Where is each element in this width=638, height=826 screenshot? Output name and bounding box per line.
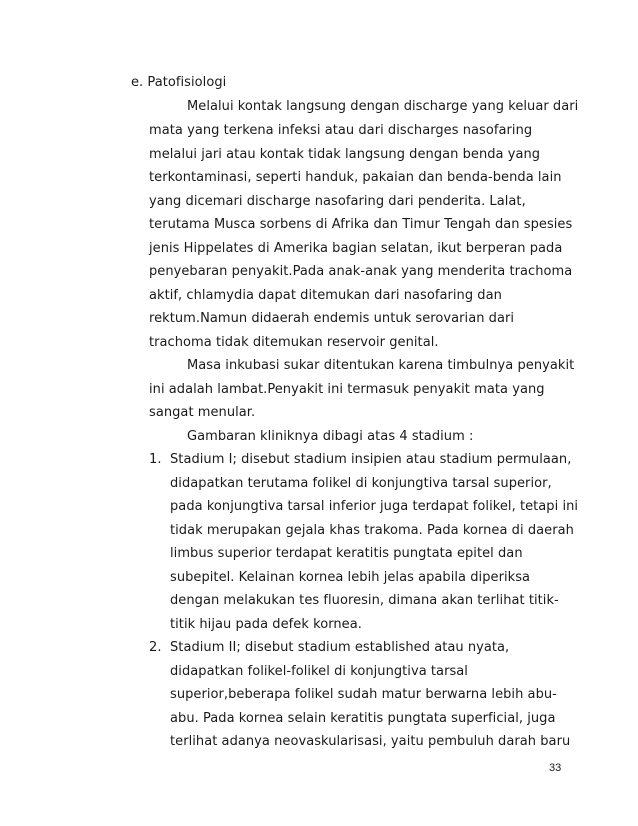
list-item-1-line: didapatkan terutama folikel di konjungtiva tarsal superior, xyxy=(170,476,552,491)
list-item-1-line: pada konjungtiva tarsal inferior juga terdapat folikel, tetapi ini xyxy=(170,499,579,514)
list-item-2-marker: 2. xyxy=(149,640,162,655)
paragraph-1-line: penyebaran penyakit.Pada anak-anak yang menderita trachoma xyxy=(149,264,573,279)
paragraph-1-line: jenis Hippelates di Amerika bagian selatan, ikut berperan pada xyxy=(149,241,563,256)
list-item-1-line: Stadium I; disebut stadium insipien atau stadium permulaan, xyxy=(170,452,572,467)
section-heading: e. Patofisiologi xyxy=(131,75,227,90)
list-item-1-line: tidak merupakan gejala khas trakoma. Pada kornea di daerah xyxy=(170,523,574,538)
paragraph-1-line: mata yang terkena infeksi atau dari discharges nasofaring xyxy=(149,123,533,138)
paragraph-1-line: trachoma tidak ditemukan reservoir genital. xyxy=(149,335,439,350)
paragraph-2-line: sangat menular. xyxy=(149,405,256,420)
paragraph-2-line: ini adalah lambat.Penyakit ini termasuk penyakit mata yang xyxy=(149,382,545,397)
list-item-1-line: limbus superior terdapat keratitis pungtata epitel dan xyxy=(170,546,523,561)
paragraph-1-line: yang dicemari discharge nasofaring dari penderita. Lalat, xyxy=(149,194,526,209)
paragraph-1-line: rektum.Namun didaerah endemis untuk serovarian dari xyxy=(149,311,515,326)
list-item-1-line: titik hijau pada defek kornea. xyxy=(170,617,362,632)
paragraph-1-line: terkontaminasi, seperti handuk, pakaian dan benda-benda lain xyxy=(149,170,562,185)
list-item-1-marker: 1. xyxy=(149,452,162,467)
list-item-2-line: superior,beberapa folikel sudah matur berwarna lebih abu- xyxy=(170,687,557,702)
paragraph-1-line: melalui jari atau kontak tidak langsung dengan benda yang xyxy=(149,147,541,162)
list-item-1-line: subepitel. Kelainan kornea lebih jelas apabila diperiksa xyxy=(170,570,531,585)
paragraph-1-line: Melalui kontak langsung dengan discharge yang keluar dari xyxy=(187,99,579,114)
paragraph-1-line: aktif, chlamydia dapat ditemukan dari nasofaring dan xyxy=(149,288,502,303)
paragraph-2-line: Masa inkubasi sukar ditentukan karena timbulnya penyakit xyxy=(187,358,575,373)
list-item-1-line: dengan melakukan tes fluoresin, dimana akan terlihat titik- xyxy=(170,593,559,608)
page-number: 33 xyxy=(549,762,562,774)
paragraph-1-line: terutama Musca sorbens di Afrika dan Timur Tengah dan spesies xyxy=(149,217,573,232)
list-item-2-line: Stadium II; disebut stadium established atau nyata, xyxy=(170,640,510,655)
paragraph-3-line: Gambaran kliniknya dibagi atas 4 stadium : xyxy=(187,429,474,444)
list-item-2-line: didapatkan folikel-folikel di konjungtiva tarsal xyxy=(170,664,468,679)
list-item-2-line: abu. Pada kornea selain keratitis pungtata superficial, juga xyxy=(170,711,556,726)
list-item-2-line: terlihat adanya neovaskularisasi, yaitu pembuluh darah baru xyxy=(170,734,571,749)
